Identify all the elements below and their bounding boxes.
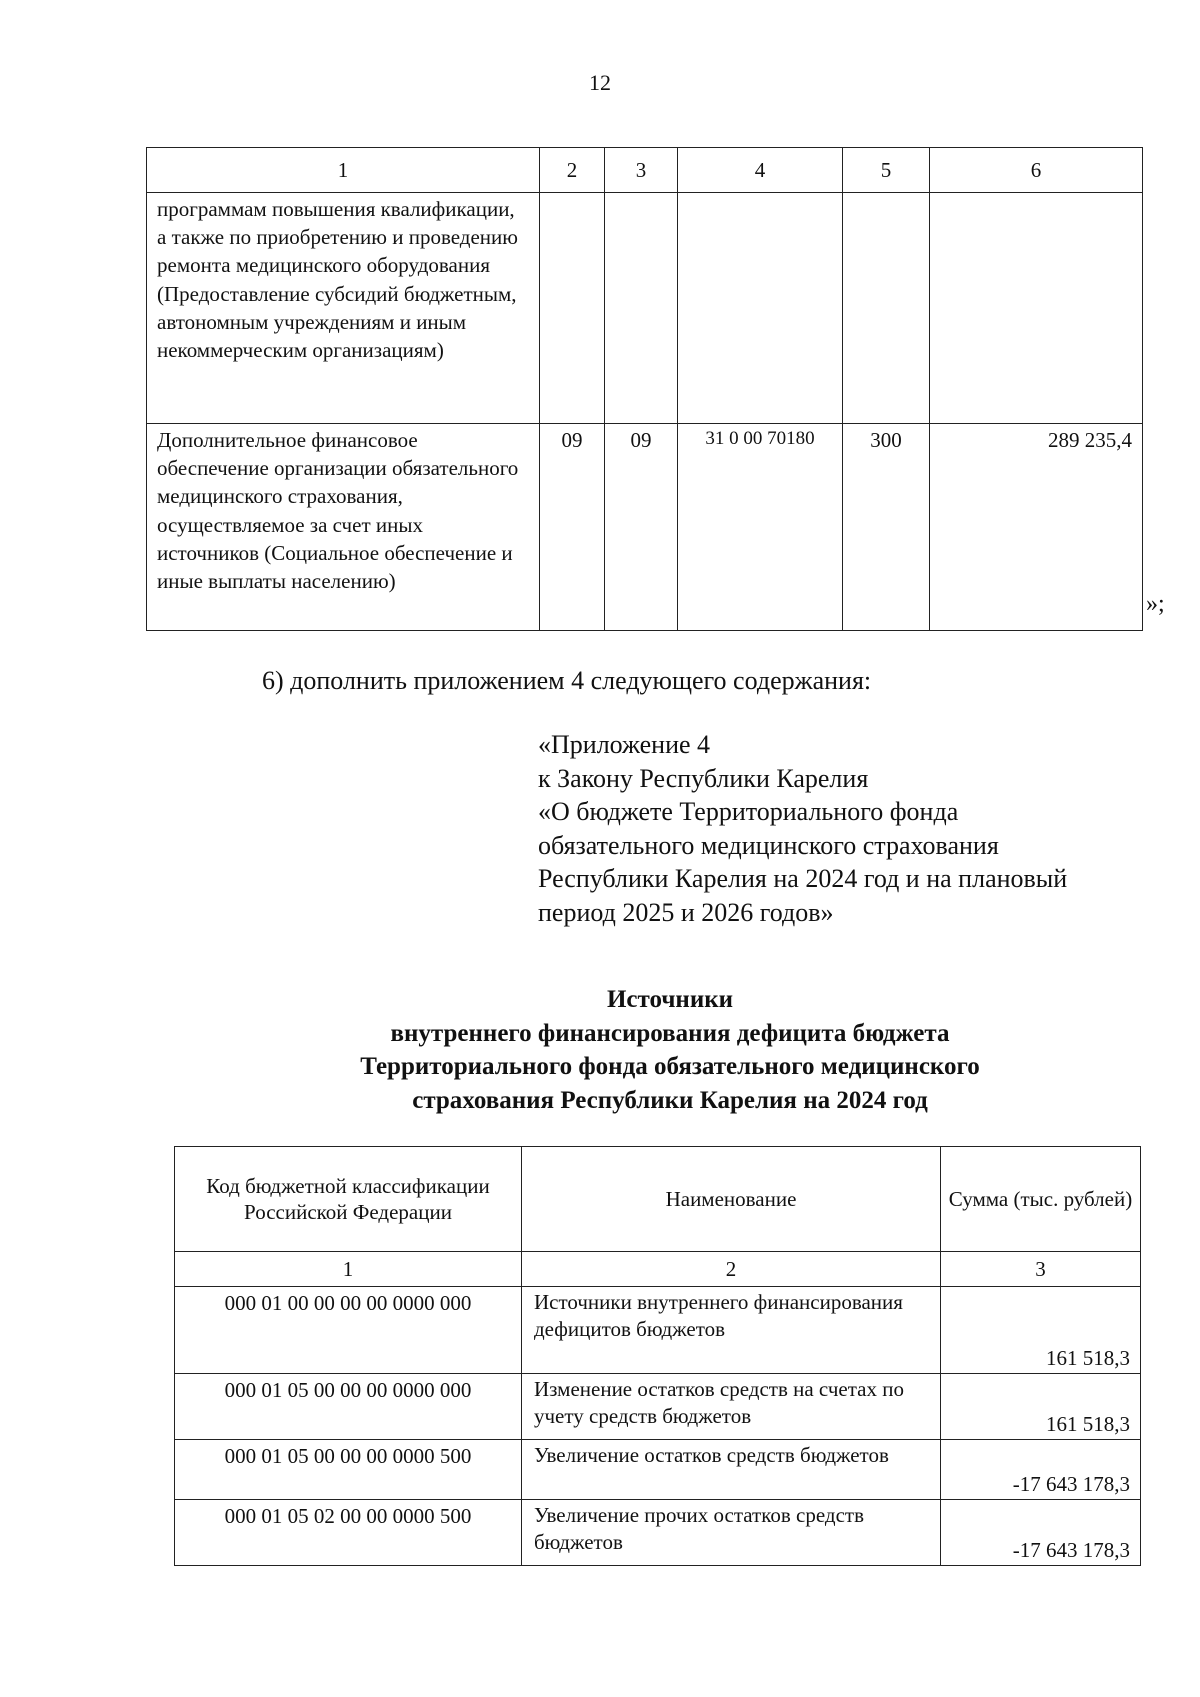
header-cell: 3 bbox=[605, 148, 678, 193]
table-row bbox=[147, 424, 1143, 631]
appendix-line: «О бюджете Территориального фонда bbox=[538, 797, 959, 826]
appendix-line: Республики Карелия на 2024 год и на плановый bbox=[538, 864, 1068, 893]
amendment-paragraph: 6) дополнить приложением 4 следующего содержания: bbox=[262, 666, 872, 695]
header-cell: 2 bbox=[540, 148, 605, 193]
amount-cell: 289 235,4 bbox=[930, 424, 1143, 631]
row-name-cell: Источники внутреннего финансирования дефицитов бюджетов bbox=[522, 1287, 941, 1374]
section-cell bbox=[540, 193, 605, 424]
section-cell: 09 bbox=[540, 424, 605, 631]
column-number: 2 bbox=[522, 1252, 941, 1287]
appendix-line: период 2025 и 2026 годов» bbox=[538, 897, 834, 927]
subsection-cell: 09 bbox=[605, 424, 678, 631]
title-line: Территориального фонда обязательного медицинского bbox=[360, 1053, 980, 1080]
title-line: внутреннего финансирования дефицита бюджета bbox=[390, 1019, 950, 1047]
table-row bbox=[175, 1440, 1141, 1500]
financing-sources-table bbox=[174, 1146, 1141, 1566]
column-number: 1 bbox=[175, 1252, 522, 1287]
row-name-cell: Изменение остатков средств на счетах по учету средств бюджетов bbox=[522, 1374, 941, 1440]
table-header-row bbox=[147, 148, 1143, 193]
appendix-line: «Приложение 4 bbox=[538, 730, 711, 759]
row-name-cell: программам повышения квалификации, а также по приобретению и проведению ремонта медицинского оборудования (Предоставление субсидий бюджетным, автономным учреждениям и иным некоммерческим организациям) bbox=[147, 193, 540, 424]
header-cell: 5 bbox=[843, 148, 930, 193]
budget-code-cell: 000 01 05 00 00 00 0000 000 bbox=[175, 1374, 522, 1440]
header-cell: 4 bbox=[678, 148, 843, 193]
target-article-cell bbox=[678, 193, 843, 424]
table-row bbox=[175, 1500, 1141, 1566]
row-name-cell: Дополнительное финансовое обеспечение организации обязательного медицинского страхования, осуществляемое за счет иных источников (Социальное обеспечение и иные выплаты населению) bbox=[147, 424, 540, 631]
appendix-heading bbox=[538, 728, 1067, 929]
amount-cell: 161 518,3 bbox=[941, 1374, 1141, 1440]
table-row bbox=[175, 1287, 1141, 1374]
table-header-row bbox=[175, 1147, 1141, 1252]
budget-code-cell: 000 01 05 00 00 00 0000 500 bbox=[175, 1440, 522, 1500]
title-line: страхования Республики Карелия на 2024 год bbox=[412, 1086, 928, 1114]
appendix-line: обязательного медицинского страхования bbox=[538, 830, 999, 860]
table-row bbox=[175, 1374, 1141, 1440]
appendix-line: к Закону Республики Карелия bbox=[538, 763, 869, 793]
table-row bbox=[147, 193, 1143, 424]
budget-allocation-table bbox=[146, 147, 1143, 631]
row-name-cell: Увеличение прочих остатков средств бюджетов bbox=[522, 1500, 941, 1566]
header-cell: Код бюджетной классификации Российской Федерации bbox=[175, 1147, 522, 1252]
budget-code-cell: 000 01 00 00 00 00 0000 000 bbox=[175, 1287, 522, 1374]
amount-cell bbox=[930, 193, 1143, 424]
row-name-cell: Увеличение остатков средств бюджетов bbox=[522, 1440, 941, 1500]
title-line: Источники bbox=[606, 986, 734, 1013]
target-article-cell: 31 0 00 70180 bbox=[678, 424, 843, 631]
budget-code-cell: 000 01 05 02 00 00 0000 500 bbox=[175, 1500, 522, 1566]
subsection-cell bbox=[605, 193, 678, 424]
amount-cell: -17 643 178,3 bbox=[941, 1500, 1141, 1566]
amount-cell: 161 518,3 bbox=[941, 1287, 1141, 1374]
page-number: 12 bbox=[589, 70, 611, 95]
amount-cell: -17 643 178,3 bbox=[941, 1440, 1141, 1500]
header-cell: 1 bbox=[147, 148, 540, 193]
expense-type-cell: 300 bbox=[843, 424, 930, 631]
expense-type-cell bbox=[843, 193, 930, 424]
header-cell: Наименование bbox=[522, 1147, 941, 1252]
header-cell: 6 bbox=[930, 148, 1143, 193]
document-title bbox=[0, 983, 1200, 1117]
column-number-row bbox=[175, 1252, 1141, 1287]
closing-quote-mark: »; bbox=[1146, 591, 1165, 617]
column-number: 3 bbox=[941, 1252, 1141, 1287]
header-cell: Сумма (тыс. рублей) bbox=[941, 1147, 1141, 1252]
